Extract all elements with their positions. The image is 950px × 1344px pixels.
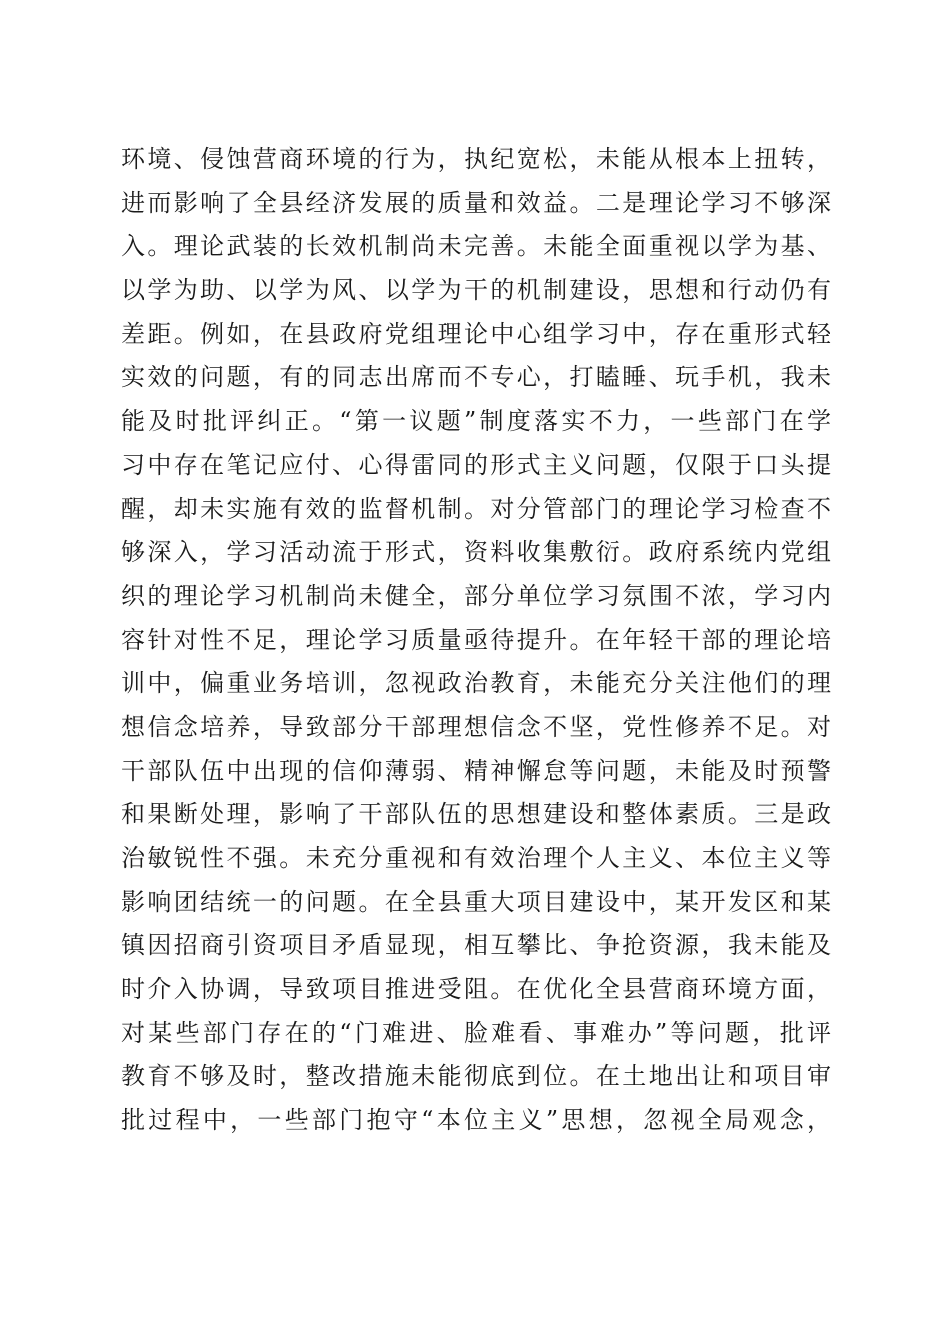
paragraph-line: 够深入，学习活动流于形式，资料收集敷衍。政府系统内党组 (121, 538, 831, 567)
paragraph-line: 影响团结统一的问题。在全县重大项目建设中，某开发区和某 (121, 887, 831, 916)
paragraph-line: 入。理论武装的长效机制尚未完善。未能全面重视以学为基、 (121, 232, 831, 261)
paragraph-line: 镇因招商引资项目矛盾显现，相互攀比、争抢资源，我未能及 (121, 931, 831, 960)
paragraph-line: 能及时批评纠正。“第一议题”制度落实不力，一些部门在学 (121, 407, 831, 436)
paragraph-line: 织的理论学习机制尚未健全，部分单位学习氛围不浓，学习内 (121, 581, 831, 610)
paragraph-line: 治敏锐性不强。未充分重视和有效治理个人主义、本位主义等 (121, 844, 831, 872)
paragraph-line: 习中存在笔记应付、心得雷同的形式主义问题，仅限于口头提 (121, 450, 831, 479)
paragraph-line: 时介入协调，导致项目推进受阻。在优化全县营商环境方面， (121, 975, 831, 1004)
paragraph-line: 差距。例如，在县政府党组理论中心组学习中，存在重形式轻 (121, 319, 831, 348)
paragraph-line: 对某些部门存在的“门难进、脸难看、事难办”等问题，批评 (121, 1018, 831, 1047)
paragraph-line: 批过程中，一些部门抱守“本位主义”思想，忽视全局观念， (121, 1106, 831, 1135)
paragraph-line: 进而影响了全县经济发展的质量和效益。二是理论学习不够深 (121, 188, 831, 217)
paragraph-line: 训中，偏重业务培训，忽视政治教育，未能充分关注他们的理 (121, 669, 831, 698)
paragraph-line: 教育不够及时，整改措施未能彻底到位。在土地出让和项目审 (121, 1062, 831, 1091)
paragraph-line: 环境、侵蚀营商环境的行为，执纪宽松，未能从根本上扭转， (121, 145, 831, 173)
paragraph-line: 干部队伍中出现的信仰薄弱、精神懈怠等问题，未能及时预警 (121, 756, 831, 785)
paragraph-line: 实效的问题，有的同志出席而不专心，打瞌睡、玩手机，我未 (121, 363, 831, 392)
paragraph-line: 以学为助、以学为风、以学为干的机制建设，思想和行动仍有 (121, 276, 831, 305)
paragraph-line: 想信念培养，导致部分干部理想信念不坚，党性修养不足。对 (121, 712, 831, 741)
paragraph-line: 和果断处理，影响了干部队伍的思想建设和整体素质。三是政 (121, 800, 831, 829)
paragraph-line: 容针对性不足，理论学习质量亟待提升。在年轻干部的理论培 (121, 625, 831, 654)
body-paragraph (121, 138, 831, 1143)
paragraph-line: 醒，却未实施有效的监督机制。对分管部门的理论学习检查不 (121, 494, 831, 523)
